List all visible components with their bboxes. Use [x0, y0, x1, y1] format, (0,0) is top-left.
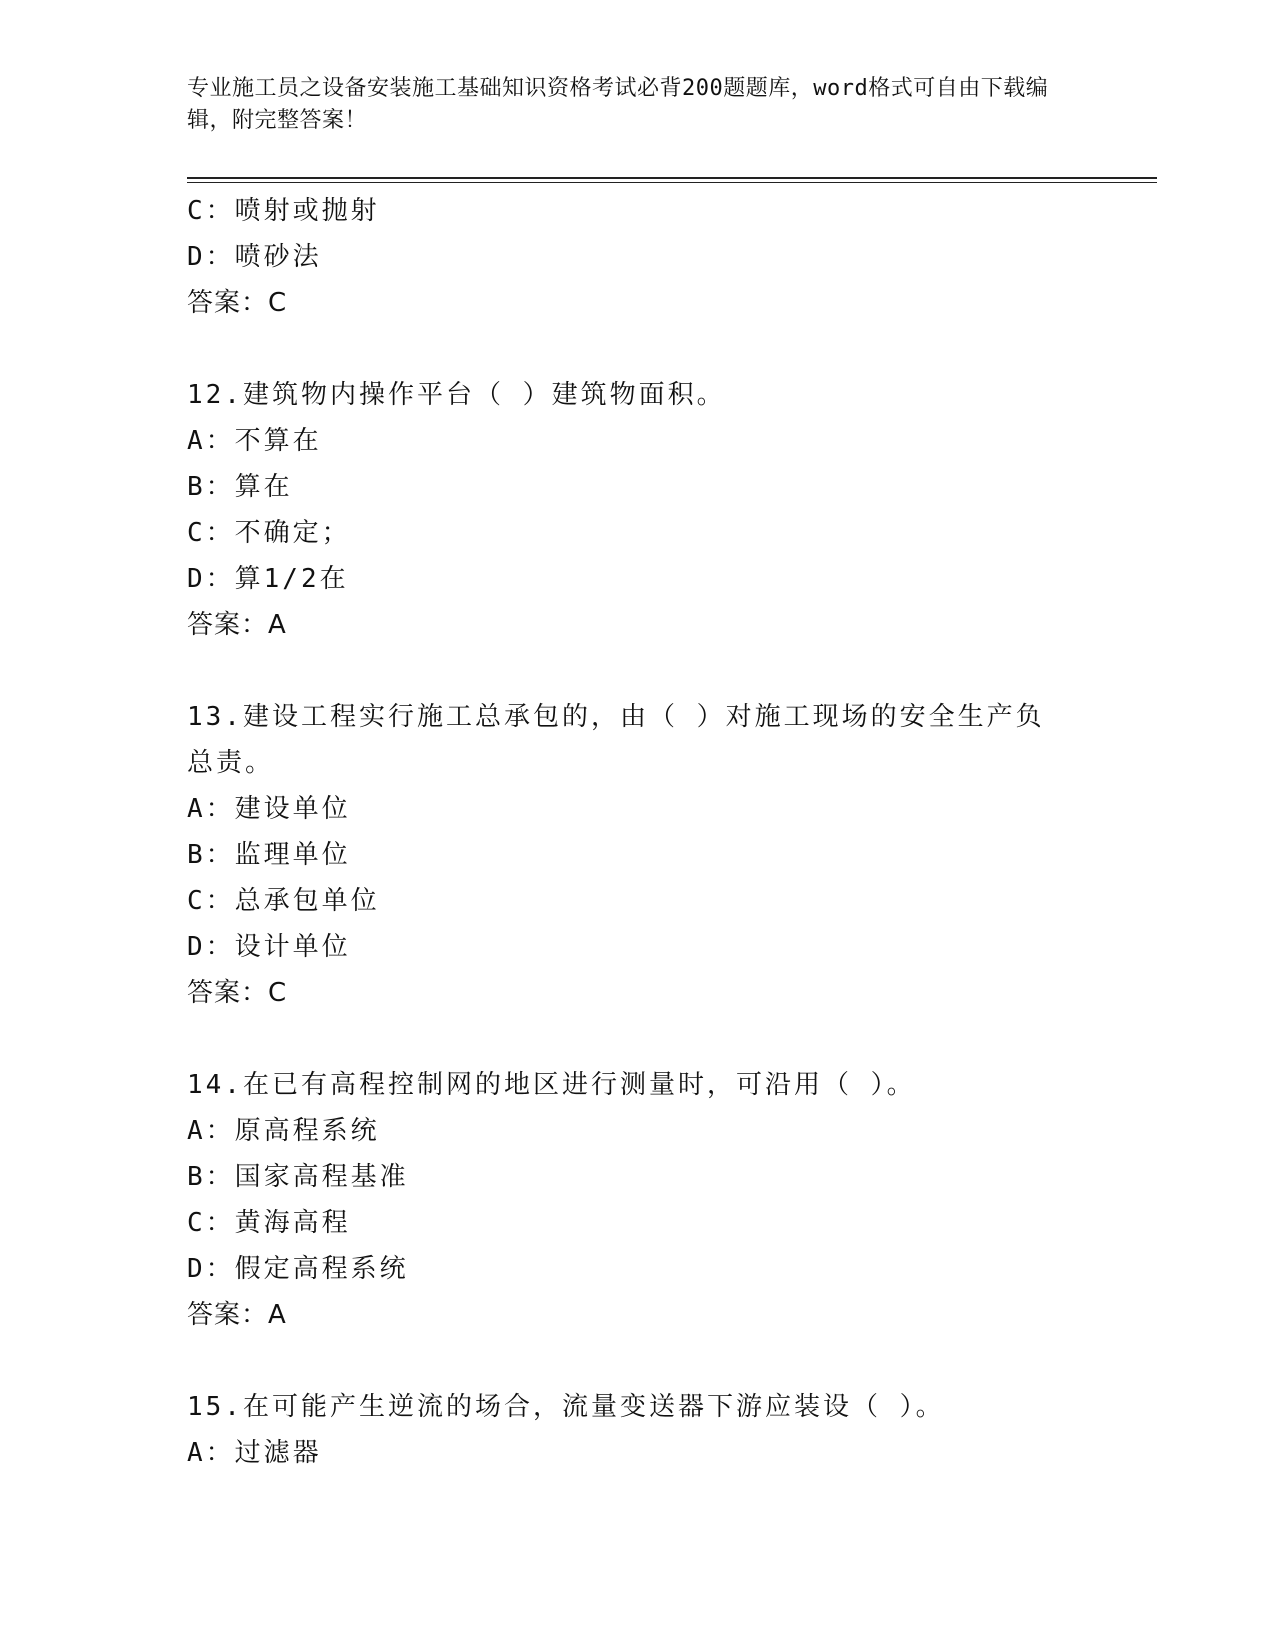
- option-label: A：: [187, 1438, 235, 1468]
- answer-line: 答案：C: [187, 288, 288, 318]
- question-text: 在可能产生逆流的场合，流量变送器下游应装设（ ）。: [242, 1392, 945, 1422]
- question-text: 建设工程实行施工总承包的，由（ ）对施工现场的安全生产负总责。: [187, 702, 1045, 778]
- option-text: 设计单位: [234, 932, 351, 962]
- question-number: 12.: [187, 380, 243, 410]
- option-label: C：: [187, 518, 235, 548]
- option-label: B：: [187, 1162, 235, 1192]
- option-label: A：: [187, 426, 235, 456]
- option-text: 过滤器: [234, 1438, 322, 1468]
- option-line: [187, 464, 1087, 510]
- option-label: D：: [187, 932, 235, 962]
- option-line: [187, 188, 1087, 234]
- question-text: 建筑物内操作平台（ ）建筑物面积。: [242, 380, 726, 410]
- option-line: [187, 234, 1087, 280]
- option-label: D：: [187, 564, 235, 594]
- option-text: 假定高程系统: [234, 1254, 409, 1284]
- option-label: D：: [187, 1254, 235, 1284]
- option-text: 国家高程基准: [234, 1162, 409, 1192]
- question-number: 14.: [187, 1070, 243, 1100]
- question-line: [187, 694, 1067, 786]
- option-text: 算1/2在: [234, 564, 349, 594]
- question-line: [187, 1384, 1087, 1430]
- question-number: 13.: [187, 702, 243, 732]
- option-text: 原高程系统: [234, 1116, 380, 1146]
- option-line: [187, 510, 1087, 556]
- option-text: 监理单位: [234, 840, 351, 870]
- option-label: A：: [187, 794, 235, 824]
- option-line: [187, 924, 1087, 970]
- option-line: [187, 878, 1087, 924]
- option-label: D：: [187, 242, 235, 272]
- option-text: 建设单位: [234, 794, 351, 824]
- option-label: C：: [187, 196, 235, 226]
- answer-line: 答案：C: [187, 978, 288, 1008]
- question-text: 在已有高程控制网的地区进行测量时，可沿用（ ）。: [242, 1070, 916, 1100]
- option-line: [187, 832, 1087, 878]
- option-label: C：: [187, 886, 235, 916]
- option-label: B：: [187, 840, 235, 870]
- question-list: [187, 188, 1087, 1476]
- answer-line: 答案：A: [187, 610, 287, 640]
- document-header-title: 专业施工员之设备安装施工基础知识资格考试必背200题题库，word格式可自由下载编辑，附完整答案！: [187, 76, 1049, 133]
- option-line: [187, 1154, 1087, 1200]
- option-text: 喷射或抛射: [234, 196, 380, 226]
- option-line: [187, 418, 1087, 464]
- option-label: A：: [187, 1116, 235, 1146]
- option-line: [187, 786, 1087, 832]
- header-divider-thick: [187, 177, 1157, 179]
- option-line: [187, 1200, 1087, 1246]
- question-line: [187, 1062, 1087, 1108]
- option-line: [187, 1108, 1087, 1154]
- option-text: 不算在: [234, 426, 322, 456]
- option-label: B：: [187, 472, 235, 502]
- option-text: 不确定；: [234, 518, 351, 548]
- option-line: [187, 556, 1087, 602]
- option-text: 算在: [234, 472, 293, 502]
- option-text: 黄海高程: [234, 1208, 351, 1238]
- question-number: 15.: [187, 1392, 243, 1422]
- option-line: [187, 1246, 1087, 1292]
- option-line: [187, 1430, 1087, 1476]
- option-text: 总承包单位: [234, 886, 380, 916]
- header-divider-thin: [187, 182, 1157, 183]
- question-line: [187, 372, 1087, 418]
- option-label: C：: [187, 1208, 235, 1238]
- answer-line: 答案：A: [187, 1300, 287, 1330]
- option-text: 喷砂法: [234, 242, 322, 272]
